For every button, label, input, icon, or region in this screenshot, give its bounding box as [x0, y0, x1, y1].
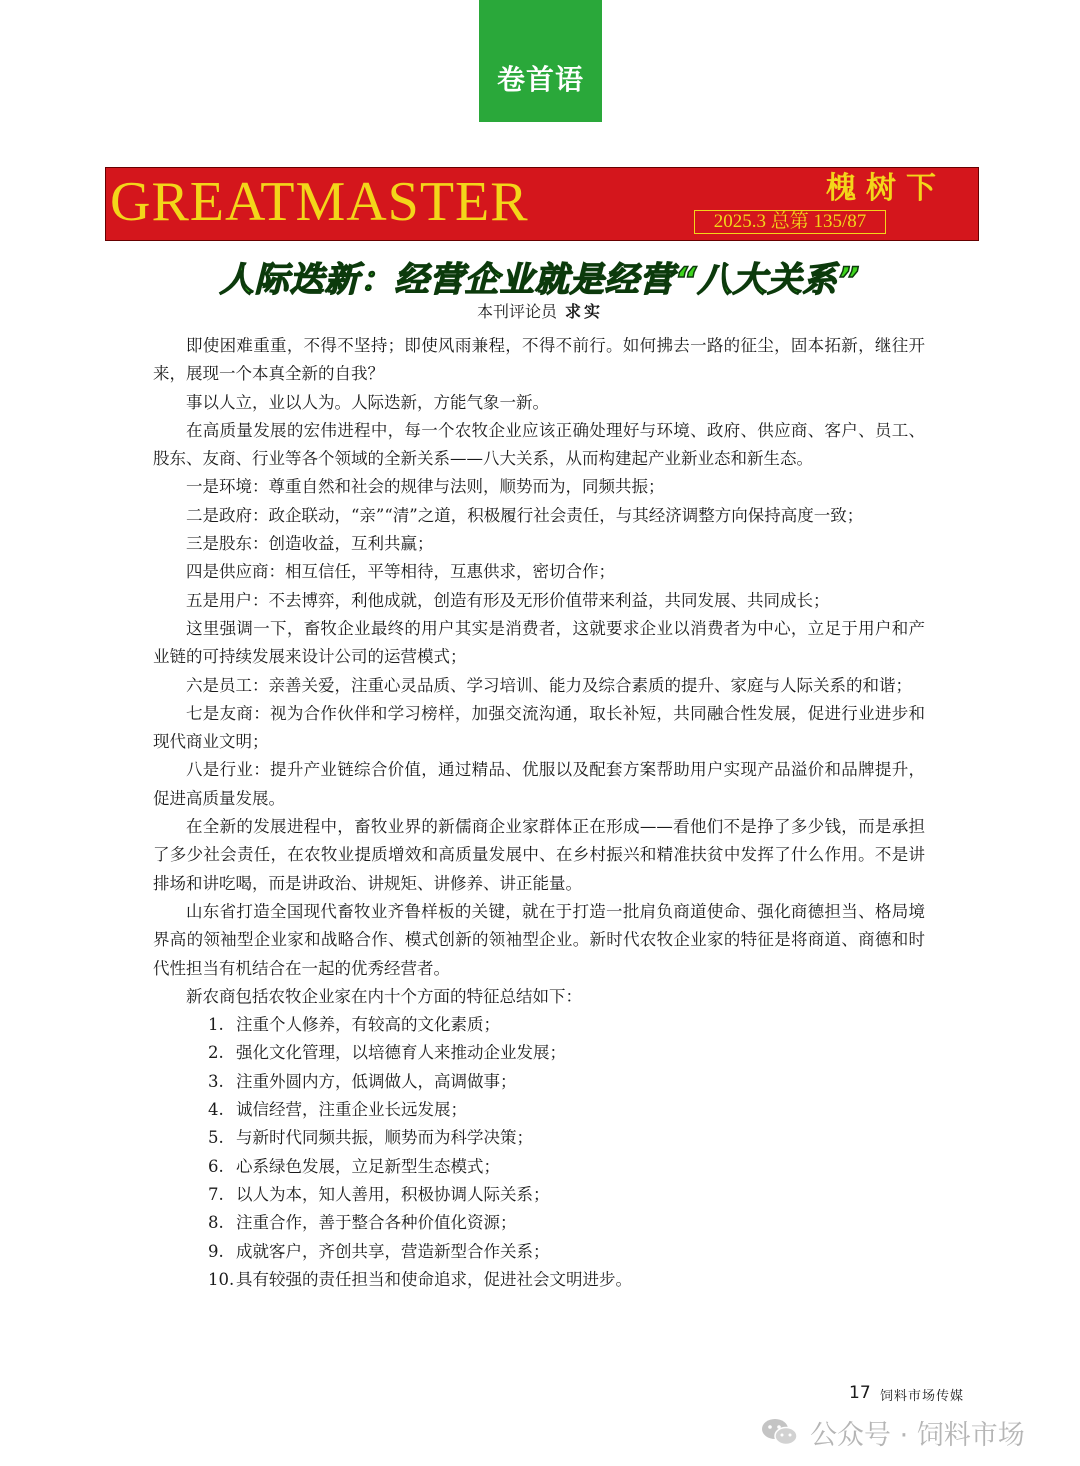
paragraph: 山东省打造全国现代畜牧业齐鲁样板的关键，就在于打造一批肩负商道使命、强化商德担当、格局境界高的领袖型企业家和战略合作、模式创新的领袖型企业。新时代农牧企业家的特征是将商道、商德和时代性担当有机结合在一起的优秀经营者。 [153, 901, 925, 978]
list-item: 4. 诚信经营，注重企业长远发展； [208, 1100, 467, 1120]
paragraph: 七是友商：视为合作伙伴和学习榜样，加强交流沟通，取长补短，共同融合性发展，促进行业进步和现代商业文明； [153, 703, 925, 752]
paragraph: 二是政府：政企联动，“亲”“清”之道，积极履行社会责任，与其经济调整方向保持高度一致； [186, 505, 864, 525]
banner-title: GREATMASTER [110, 171, 529, 233]
list-item: 2. 强化文化管理，以培德育人来推动企业发展； [208, 1043, 566, 1063]
issue-label: 2025.3 总第 135/87 [694, 210, 886, 234]
paragraph: 一是环境：尊重自然和社会的规律与法则，顺势而为，同频共振； [186, 477, 665, 497]
list-item: 8. 注重合作，善于整合各种价值化资源； [208, 1213, 517, 1233]
list-item: 1. 注重个人修养，有较高的文化素质； [208, 1015, 500, 1035]
paragraph: 事以人立，业以人为。人际迭新，方能气象一新。 [186, 392, 549, 412]
byline-role: 本刊评论员 [476, 302, 557, 321]
article-body [153, 332, 925, 1294]
paragraph: 四是供应商：相互信任，平等相待，互惠供求，密切合作； [186, 562, 615, 582]
paragraph: 三是股东：创造收益，互利共赢； [186, 534, 434, 554]
wechat-icon [760, 1417, 800, 1447]
list-item: 6. 心系绿色发展，立足新型生态模式； [208, 1156, 500, 1176]
paragraph: 新农商包括农牧企业家在内十个方面的特征总结如下： [186, 986, 582, 1006]
list-item: 5. 与新时代同频共振，顺势而为科学决策； [208, 1128, 533, 1148]
list-item: 3. 注重外圆内方，低调做人，高调做事； [208, 1071, 517, 1091]
paragraph: 在全新的发展进程中，畜牧业界的新儒商企业家群体正在形成——看他们不是挣了多少钱，而是承担了多少社会责任，在农牧业提质增效和高质量发展中、在乡村振兴和精准扶贫中发挥了什么作用。不是讲排场和讲吃喝，而是讲政治、讲规矩、讲修养、讲正能量。 [153, 817, 925, 893]
column-banner [105, 167, 979, 241]
paragraph: 六是员工：亲善关爱，注重心灵品质、学习培训、能力及综合素质的提升、家庭与人际关系的和谐； [186, 675, 912, 695]
paragraph: 五是用户：不去博弈，利他成就，创造有形及无形价值带来利益，共同发展、共同成长； [186, 590, 830, 610]
article-headline: 人际迭新：经营企业就是经营“八大关系” [219, 260, 861, 300]
list-item: 10. 具有较强的责任担当和使命追求，促进社会文明进步。 [208, 1269, 632, 1289]
paragraph: 即使困难重重，不得不坚持；即使风雨兼程，不得不前行。如何拂去一路的征尘，固本拓新，继往开来，展现一个本真全新的自我？ [153, 336, 925, 384]
column-name: 槐树下 [826, 171, 946, 206]
page-number: 17 [849, 1383, 871, 1403]
paragraph: 八是行业：提升产业链综合价值，通过精品、优服以及配套方案帮助用户实现产品溢价和品牌提升，促进高质量发展。 [153, 760, 925, 808]
traits-list [153, 1011, 925, 1294]
list-item: 9. 成就客户，齐创共享，营造新型合作关系； [208, 1241, 550, 1261]
paragraph: 这里强调一下，畜牧企业最终的用户其实是消费者，这就要求企业以消费者为中心，立足于用户和产业链的可持续发展来设计公司的运营模式； [153, 618, 925, 667]
byline-name: 求实 [565, 302, 604, 321]
footer-brand: 饲料市场传媒 [880, 1389, 965, 1404]
watermark-text: 公众号 · 饲料市场 [810, 1419, 1025, 1451]
list-item: 7. 以人为本，知人善用，积极协调人际关系； [208, 1184, 550, 1204]
watermark [760, 1412, 1025, 1452]
section-tab: 卷首语 [479, 0, 602, 122]
byline [0, 301, 1080, 323]
paragraph: 在高质量发展的宏伟进程中，每一个农牧企业应该正确处理好与环境、政府、供应商、客户、员工、股东、友商、行业等各个领域的全新关系——八大关系，从而构建起产业新业态和新生态。 [153, 420, 925, 469]
